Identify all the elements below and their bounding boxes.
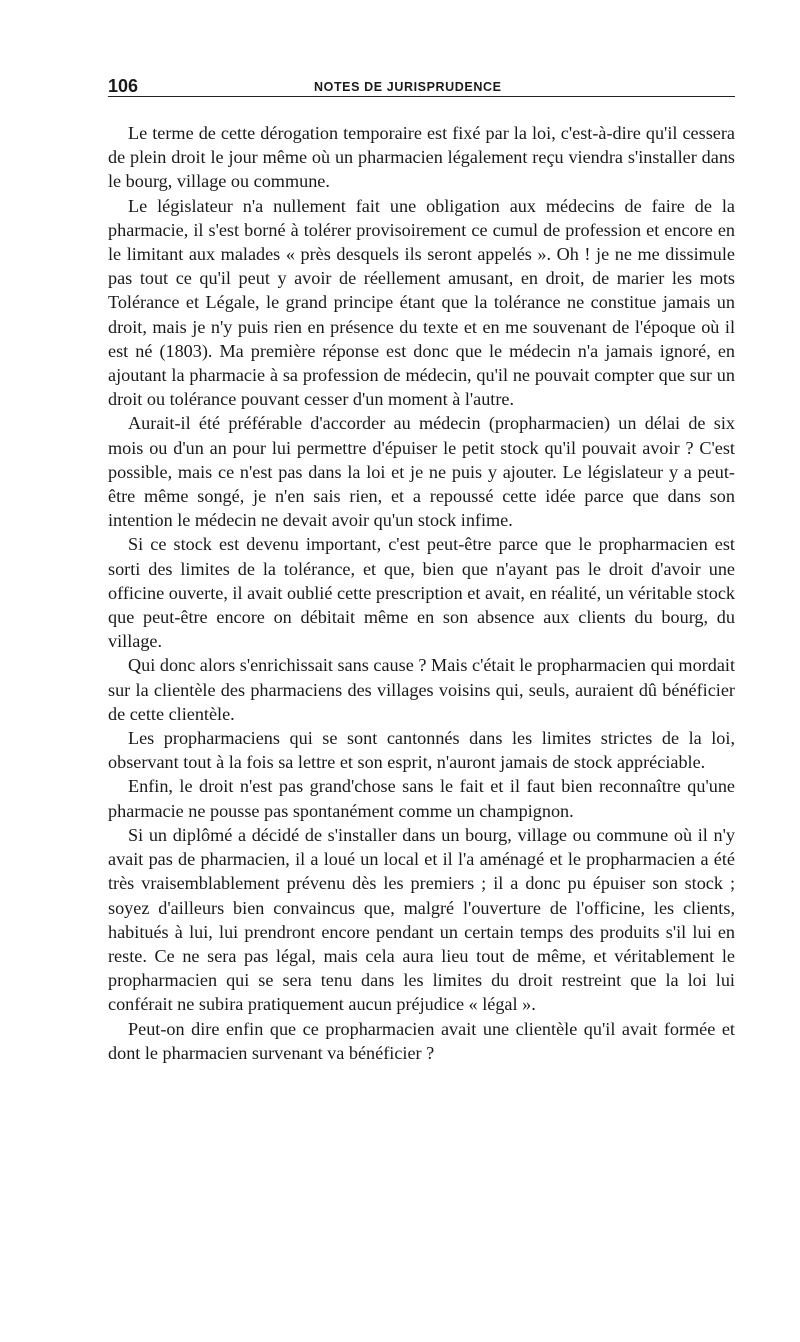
paragraph: Les propharmaciens qui se sont cantonnés dans les limites strictes de la loi, observant tout à la fois sa lettre et son esprit, n'auront jamais de stock appréciable. bbox=[108, 728, 735, 773]
page-header bbox=[108, 74, 735, 97]
paragraph: Si un diplômé a décidé de s'installer dans un bourg, village ou commune où il n'y avait pas de pharmacien, il a loué un local et il l'a aménagé et le propharmacien a été très vraisemblablement prévenu dès les premiers ; il a donc pu épuiser son stock ; soyez d'ailleurs bien convaincus que, malgré l'ouverture de l'officine, les clients, habitués à lui, lui prendront encore pendant un certain temps des produits s'il lui en reste. Ce ne sera pas légal, mais cela aura lieu tout de même, et véritablement le propharmacien qui se sera tenu dans les limites du droit restreint que la loi lui conférait ne subira pratiquement aucun préjudice « légal ». bbox=[108, 824, 735, 1015]
paragraph: Peut-on dire enfin que ce propharmacien avait une clientèle qu'il avait formée et dont le pharmacien survenant va bénéficier ? bbox=[108, 1018, 735, 1063]
paragraph: Le terme de cette dérogation temporaire est fixé par la loi, c'est-à-dire qu'il cessera de plein droit le jour même où un pharmacien légalement reçu viendra s'installer dans le bourg, village ou commune. bbox=[108, 123, 735, 192]
document-page bbox=[108, 74, 735, 1065]
page-number: 106 bbox=[108, 76, 139, 96]
body-text bbox=[108, 121, 735, 1065]
paragraph: Qui donc alors s'enrichissait sans cause ? Mais c'était le propharmacien qui mordait sur la clientèle des pharmaciens des villages voisins qui, seuls, auraient dû bénéficier de cette clientèle. bbox=[108, 655, 735, 724]
running-title: NOTES DE JURISPRUDENCE bbox=[314, 80, 502, 94]
paragraph: Si ce stock est devenu important, c'est peut-être parce que le propharmacien est sorti des limites de la tolérance, et que, bien que n'ayant pas le droit d'avoir une officine ouverte, il avait oublié cette prescription et avait, en réalité, un véritable stock que peut-être encore on débitait même en son absence aux clients du bourg, du village. bbox=[108, 534, 735, 652]
paragraph: Le législateur n'a nullement fait une obligation aux médecins de faire de la pharmacie, il s'est borné à tolérer provisoirement ce cumul de profession et encore en le limitant aux malades « près desquels ils seront appelés ». Oh ! je ne me dissimule pas tout ce qu'il peut y avoir de réellement amusant, en droit, de marier les mots Tolérance et Légale, le grand principe étant que la tolérance ne constitue jamais un droit, mais je n'y puis rien en présence du texte et en me souvenant de l'époque où il est né (1803). Ma première réponse est donc que le médecin n'a jamais ignoré, en ajoutant la pharmacie à sa profession de médecin, qu'il ne pouvait compter que sur un droit ou tolérance pouvant cesser d'un moment à l'autre. bbox=[108, 195, 735, 410]
paragraph: Enfin, le droit n'est pas grand'chose sans le fait et il faut bien reconnaître qu'une pharmacie ne pousse pas spontanément comme un champignon. bbox=[108, 776, 735, 821]
paragraph: Aurait-il été préférable d'accorder au médecin (propharmacien) un délai de six mois ou d'un an pour lui permettre d'épuiser le petit stock qu'il pouvait avoir ? C'est possible, mais ce n'est pas dans la loi et je ne puis y ajouter. Le législateur y a peut-être même songé, je n'en sais rien, et a repoussé cette idée parce que dans son intention le médecin ne devait avoir qu'un stock infime. bbox=[108, 413, 735, 531]
